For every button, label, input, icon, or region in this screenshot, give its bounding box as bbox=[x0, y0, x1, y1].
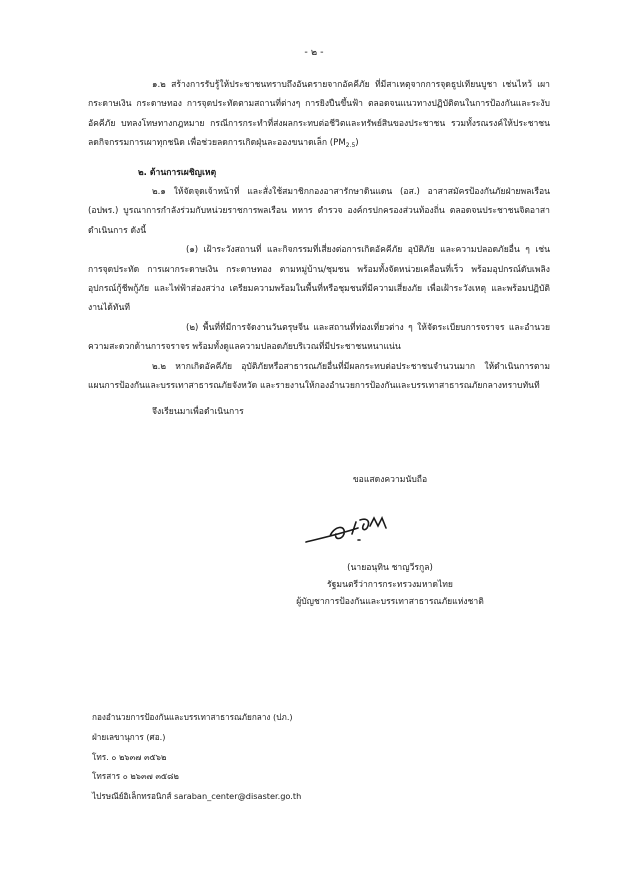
footer-fax: โทรสาร ๐ ๒๖๓๗ ๓๕๘๒ bbox=[92, 771, 179, 782]
paragraph-1-2 bbox=[88, 76, 550, 156]
closing-line: จึงเรียนมาเพื่อดำเนินการ bbox=[152, 406, 244, 417]
letter-body bbox=[88, 76, 550, 422]
signer-block bbox=[230, 560, 550, 611]
signer-name: (นายอนุทิน ชาญวีรกูล) bbox=[347, 563, 433, 573]
handwritten-signature bbox=[300, 512, 420, 548]
signer-title-2: ผู้บัญชาการป้องกันและบรรเทาสาธารณภัยแห่งชาติ bbox=[296, 597, 484, 607]
footer-unit: ฝ่ายเลขานุการ (ศอ.) bbox=[92, 731, 166, 742]
page-number: - ๒ - bbox=[304, 47, 324, 58]
pm-subscript: 2.5 bbox=[345, 142, 356, 150]
paragraph-2-1-2: (๒) พื้นที่ที่มีการจัดงานวันตรุษจีน และสถานที่ท่องเที่ยวต่าง ๆ ให้จัดระเบียบการจราจร และอำนวยความสะดวกด้านการจราจร พร้อมทั้งดูแลความปลอดภัยบริเวณที่มีประชาชนหนาแน่น bbox=[88, 322, 550, 353]
footer-email: ไปรษณีย์อิเล็กทรอนิกส์ saraban_center@disaster.go.th bbox=[92, 791, 302, 802]
regards-line: ขอแสดงความนับถือ bbox=[352, 475, 428, 485]
section-2-heading: ๒. ด้านการเผชิญเหตุ bbox=[138, 167, 217, 178]
paragraph-2-1-1: (๑) เฝ้าระวังสถานที่ และกิจกรรมที่เสี่ยงต่อการเกิดอัคคีภัย อุบัติภัย และความปลอดภัยอื่น ๆ เช่น การจุดประทัด การเผากระดาษเงิน กระดาษทอง ตามหมู่บ้าน/ชุมชน พร้อมทั้งจัดหน่วยเคลื่อนที่เร็ว พร้อมอุปกรณ์ดับเพลิง อุปกรณ์กู้ชีพกู้ภัย และไฟฟ้าส่องสว่าง เตรียมความพร้อมในพื้นที่หรือชุมชนที่มีความเสี่ยงภัย เพื่อเฝ้าระวังเหตุ และพร้อมปฏิบัติงานได้ทันที bbox=[88, 245, 550, 314]
paragraph-2-2: ๒.๒ หากเกิดอัคคีภัย อุบัติภัยหรือสาธารณภัยอื่นที่มีผลกระทบต่อประชาชนจำนวนมาก ให้ดำเนินการตามแผนการป้องกันและบรรเทาสาธารณภัยจังหวัด และรายงานให้กองอำนวยการป้องกันและบรรเทาสาธารณภัยกลางทราบทันที bbox=[88, 361, 550, 392]
paragraph-1-2-text: ๑.๒ สร้างการรับรู้ให้ประชาชนทราบถึงอันตรายจากอัคคีภัย ที่มีสาเหตุจากการจุดธูปเทียนบูชา เช่นไหว้ เผากระดาษเงิน กระดาษทอง การจุดประทัดตามสถานที่ต่างๆ การยิงปืนขึ้นฟ้า ตลอดจนแนวทางปฏิบัติตนในการป้องกันและระงับอัคคีภัย บทลงโทษทางกฎหมาย กรณีการกระทำที่ส่งผลกระทบต่อชีวิตและทรัพย์สินของประชาชน รวมทั้งรณรงค์ให้ประชาชนลดกิจกรรมการเผาทุกชนิด เพื่อช่วยลดการเกิดฝุ่นละอองขนาดเล็ก (PM bbox=[88, 80, 550, 149]
paragraph-2-1: ๒.๑ ให้จัดจุดเจ้าหน้าที่ และสั่งใช้สมาชิกกองอาสารักษาดินแดน (อส.) อาสาสมัครป้องกันภัยฝ่ายพลเรือน (อปพร.) บูรณาการกำลังร่วมกับหน่วยราชการพลเรือน ทหาร ตำรวจ องค์กรปกครองส่วนท้องถิ่น ตลอดจนประชาชนจิตอาสา ดำเนินการ ดังนี้ bbox=[88, 187, 550, 236]
contact-footer bbox=[92, 708, 512, 807]
footer-phone: โทร. ๐ ๒๖๓๗ ๓๕๖๒ bbox=[92, 751, 167, 762]
pm-close-paren: ) bbox=[355, 138, 359, 149]
footer-office: กองอำนวยการป้องกันและบรรเทาสาธารณภัยกลาง (ปภ.) bbox=[92, 712, 293, 722]
signer-title-1: รัฐมนตรีว่าการกระทรวงมหาดไทย bbox=[327, 580, 453, 590]
